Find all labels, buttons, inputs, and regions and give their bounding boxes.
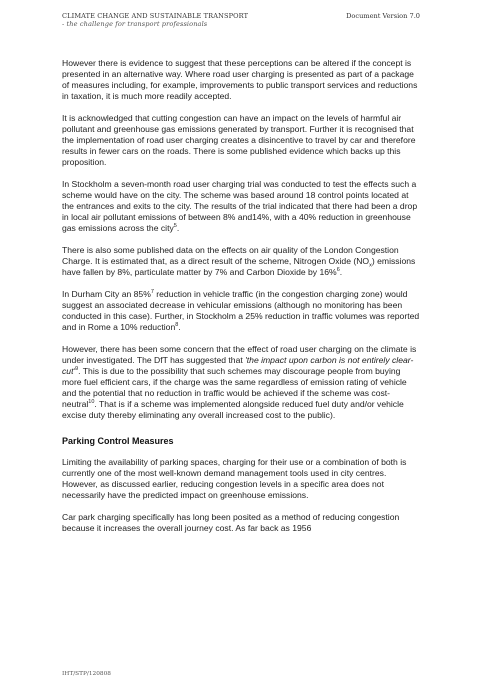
paragraph-6: However, there has been some concern that the effect of road user charging on the climate is under investigated. The DfT has suggested that 'the impact upon carbon is not entirely clear- $cut'^9$. This is due to the possibility that such schemes may discourage people from buying more fuel efficient cars, if the charge was the same regardless of emission rating of vehicle and the potential that no reduction in traffic would be achieved if the scheme was cost-neutral$^{10}$. That is if a scheme was implemented alongside reduced fuel duty and/or vehicle excise duty thereby eliminating any overall increased cost to the public). bbox=[62, 344, 417, 420]
quote: 'the impact upon carbon is not entirely clear- cut' bbox=[62, 355, 414, 376]
document-body bbox=[62, 58, 420, 545]
footnote-ref: 6 bbox=[336, 267, 340, 274]
paragraph-5: In Durham City an 85%$^7$ reduction in vehicle traffic (in the congestion charging zone) would suggest an associated decrease in vehicular emissions (although no monitoring has been conducted in this case). Further, in Stockholm a 25% reduction in traffic volumes was reported and in Rome a 10% reduction$^8$. bbox=[62, 289, 420, 332]
paragraph-7: Limiting the availability of parking spaces, charging for their use or a combination of both is currently one of the most well-known demand management tools used in city centres. However, as discussed earlier, reducing congestion levels in a specific area does not necessarily have the predicted impact on greenhouse emissions. bbox=[62, 457, 407, 500]
header-subtitle: - the challenge for transport professionals bbox=[62, 20, 208, 29]
paragraph-4: There is also some published data on the effects on air quality of the London Congestion Charge. It is estimated that, as a direct result of the scheme, Nitrogen Oxide $(NO_x)$ emissions have fallen by 8%, particulate matter by 7% and Carbon Dioxide by 16%$^6$. bbox=[62, 245, 416, 277]
document-version: Document Version 7.0 bbox=[346, 12, 420, 20]
footnote-ref: 9 bbox=[75, 366, 79, 373]
running-header bbox=[62, 12, 248, 29]
paragraph-8: Car park charging specifically has long been posited as a method of reducing congestion because it increases the overall journey cost. As far back as 1956 bbox=[62, 512, 400, 533]
footnote-ref: 10 bbox=[88, 399, 95, 406]
paragraph-3: In Stockholm a seven-month road user charging trial was conducted to test the effects such a scheme would have on the city. The scheme was based around 18 control points located at the entrances and exits to the city. The results of the trial indicated that there had been a drop in local air pollutant emissions of between 8% and14%, with a 40% reduction in greenhouse gas emissions across the city$^5$. bbox=[62, 179, 418, 233]
paragraph-1: However there is evidence to suggest that these perceptions can be altered if the concept is presented in an alternative way. Where road user charging is presented as part of a package of measures including, for example, improvements to public transport services and reductions in taxation, it is much more readily accepted. bbox=[62, 58, 418, 101]
footnote-ref: 7 bbox=[150, 289, 154, 296]
section-heading: Parking Control Measures bbox=[62, 436, 174, 446]
footnote-ref: 8 bbox=[175, 322, 179, 329]
paragraph-2: It is acknowledged that cutting congestion can have an impact on the levels of harmful air pollutant and greenhouse gas emissions generated by transport. Further it is recognised that the implementation of road user charging creates a disincentive to travel by car and therefore results in fewer cars on the roads. There is some published evidence which backs up this proposition. bbox=[62, 113, 416, 167]
page-footer: IHT/STP/120808 bbox=[62, 671, 111, 677]
footnote-ref: 5 bbox=[173, 223, 177, 230]
header-title: CLIMATE CHANGE AND SUSTAINABLE TRANSPORT bbox=[62, 12, 249, 20]
